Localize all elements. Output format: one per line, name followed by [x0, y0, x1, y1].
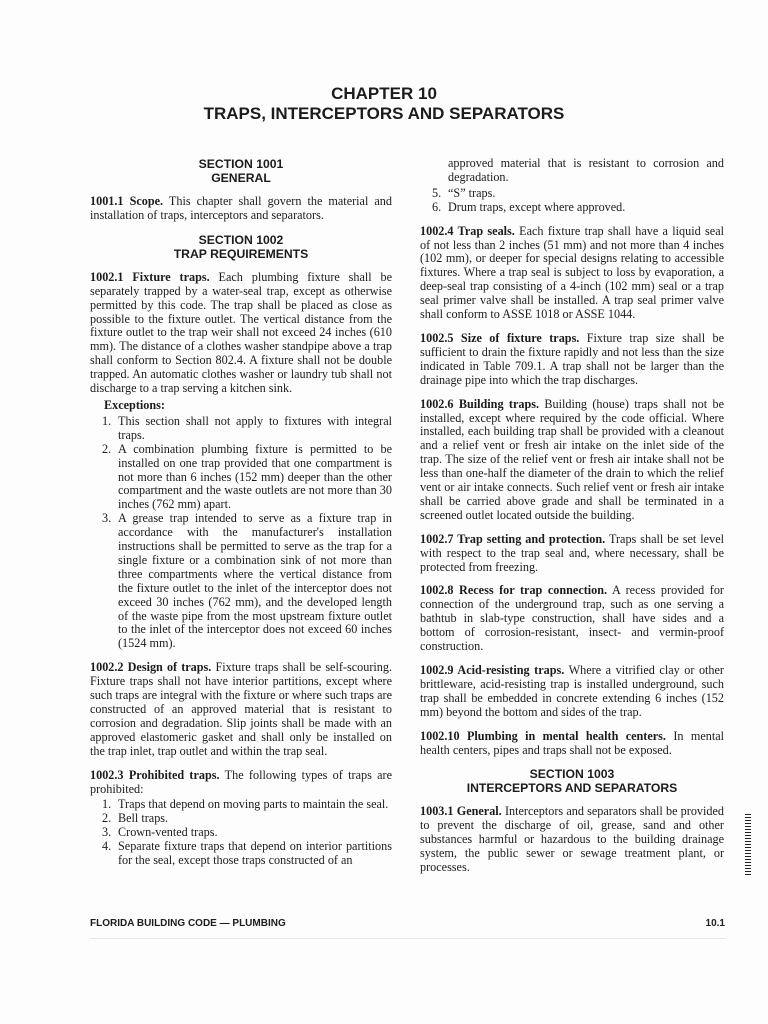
paragraph-body: A recess provided for connection of the underground trap, such as one serving a bathtub in slab-type construction, shall have sides and a bottom of corrosion-resistant, insect- and vermin-proof construction. [420, 583, 724, 654]
paragraph-1001-1 [90, 195, 392, 223]
paragraph-body: This chapter shall govern the material and installation of traps, interceptors and separators. [90, 194, 392, 222]
list-item [90, 826, 392, 840]
paragraph-body: Traps shall be set level with respect to the trap seal and, where necessary, shall be protected from freezing. [420, 531, 724, 574]
right-column [420, 157, 724, 885]
list-number: 4. [102, 839, 112, 854]
list-item [90, 512, 392, 651]
paragraph-heading: 1002.1 Fixture traps. [90, 269, 210, 284]
paragraph-1002-10 [420, 730, 724, 758]
prohibited-traps-list [90, 798, 392, 868]
list-number: 3. [102, 825, 112, 840]
list-text: Bell traps. [118, 811, 169, 826]
section-1001-heading [90, 157, 392, 185]
exceptions-label: Exceptions: [104, 397, 165, 412]
paragraph-1002-2 [90, 661, 392, 758]
paragraph-heading: 1001.1 Scope. [90, 194, 164, 208]
prohibited-traps-list-continued [420, 187, 724, 215]
paragraph-heading: 1002.4 Trap seals. [420, 223, 515, 238]
section-number: SECTION 1001 [198, 157, 284, 171]
list-item [90, 798, 392, 812]
paragraph-heading: 1003.1 General. [420, 804, 502, 819]
paragraph-body: The following types of traps are prohibited: [90, 767, 392, 796]
chapter-number: CHAPTER 10 [331, 84, 437, 103]
paragraph-body: Interceptors and separators shall be provided to prevent the discharge of oil, grease, sand and other substances harmful or hazardous to the building drainage system, the public sewer or sewage treatment plant, or processes. [420, 804, 724, 875]
list-text: A combination plumbing fixture is permitted to be installed on one trap provided that one compartment is not more than 6 inches (152 mm) deeper than the other compartment and the waste outlets are not more than 30 inches (762 mm) apart. [118, 441, 392, 512]
list-item [90, 812, 392, 826]
footer-divider [90, 938, 725, 939]
left-column [90, 157, 392, 878]
paragraph-1002-7 [420, 533, 724, 575]
list-number: 2. [102, 441, 112, 456]
list-item [90, 443, 392, 513]
paragraph-heading: 1002.8 Recess for trap connection. [420, 583, 608, 598]
prohibited-item-continuation: approved material that is resistant to corrosion and degradation. [448, 156, 724, 184]
paragraph-1002-1 [90, 271, 392, 396]
paragraph-body: Building (house) traps shall not be installed, except where required by the code official. Where installed, each building trap shall be provided with a cleanout and a relief vent or fresh air intake on the inlet side of the trap. The size of the relief vent or fresh air intake shall not be less than one-half the diameter of the drain to which the relief vent or air intake connects. Such relief vent or fresh air intake shall be carried above grade and shall be terminated in a screened outlet located outside the building. [420, 396, 724, 522]
paragraph-1002-3 [90, 769, 392, 797]
paragraph-body: In mental health centers, pipes and traps shall not be exposed. [420, 728, 725, 757]
footer-title: FLORIDA BUILDING CODE — PLUMBING [90, 918, 286, 929]
chapter-title: TRAPS, INTERCEPTORS AND SEPARATORS [203, 104, 565, 123]
paragraph-body: Fixture trap size shall be sufficient to drain the fixture rapidly and not less than the size indicated in Table 709.1. A trap shall not be larger than the drainage pipe into which the trap discharges. [420, 330, 724, 387]
paragraph-1003-1 [420, 805, 724, 875]
paragraph-body: Where a vitrified clay or other brittleware, acid-resisting trap is installed underground, such trap shall be embedded in concrete extending 6 inches (152 mm) beyond the bottom and sides of the trap. [420, 663, 724, 719]
list-item [420, 187, 724, 201]
list-number: 2. [102, 811, 112, 826]
paragraph-1002-9 [420, 664, 724, 720]
paragraph-heading: 1002.6 Building traps. [420, 396, 540, 411]
list-text: “S” traps. [448, 185, 496, 200]
paragraph-1002-8 [420, 584, 724, 654]
paragraph-heading: 1002.9 Acid-resisting traps. [420, 663, 565, 677]
list-text: This section shall not apply to fixtures with integral traps. [118, 413, 392, 442]
section-number: SECTION 1003 [529, 767, 615, 782]
page-number: 10.1 [705, 918, 725, 929]
section-number: SECTION 1002 [198, 232, 284, 247]
paragraph-heading: 1002.10 Plumbing in mental health centers. [420, 728, 666, 743]
list-number: 1. [102, 413, 112, 428]
paragraph-body: Each fixture trap shall have a liquid seal of not less than 2 inches (51 mm) and not more than 4 inches (102 mm), or deeper for special designs relating to accessible fixtures. Where a trap seal is subject to loss by evaporation, a deep-seal trap consisting of a 4-inch (102 mm) seal or a trap seal primer valve shall be installed. A trap seal primer valve shall conform to ASSE 1018 or ASSE 1044. [420, 223, 724, 322]
list-text: Separate fixture traps that depend on interior partitions for the seal, except those traps constructed of an [118, 839, 392, 868]
list-item [420, 201, 724, 215]
paragraph-heading: 1002.2 Design of traps. [90, 660, 212, 675]
paragraph-body: Each plumbing fixture shall be separately trapped by a water-seal trap, except as otherwise permitted by this code. The trap shall be placed as close as possible to the fixture outlet. The vertical distance from the fixture outlet to the trap weir shall not exceed 24 inches (610 mm). The distance of a clothes washer standpipe above a trap shall conform to Section 802.4. A fixture shall not be double trapped. An automatic clothes washer or laundry tub shall not discharge to a trap serving a kitchen sink. [90, 269, 392, 396]
paragraph-1002-6 [420, 398, 724, 523]
list-item [90, 415, 392, 443]
section-1003-heading [420, 767, 724, 795]
paragraph-1002-5 [420, 332, 724, 388]
list-number: 1. [102, 797, 112, 812]
section-title: INTERCEPTORS AND SEPARATORS [466, 781, 678, 796]
list-number: 5. [432, 185, 442, 200]
paragraph-heading: 1002.3 Prohibited traps. [90, 767, 220, 782]
paragraph-body: Fixture traps shall be self-scouring. Fixture traps shall not have interior partitions, except where such traps are integral with the fixture or where such traps are constructed of an approved material that is resistant to corrosion and degradation. Slip joints shall be made with an approved elastomeric gasket and shall only be installed on the trap inlet, trap outlet and within the trap seal. [90, 660, 392, 758]
paragraph-heading: 1002.7 Trap setting and protection. [420, 531, 606, 546]
section-1002-heading [90, 233, 392, 261]
paragraph-1002-4 [420, 225, 724, 322]
section-title: TRAP REQUIREMENTS [173, 246, 309, 261]
paragraph-heading: 1002.5 Size of fixture traps. [420, 330, 580, 345]
list-item [90, 840, 392, 868]
exceptions-list [90, 415, 392, 651]
section-title: GENERAL [211, 171, 271, 185]
list-text: Traps that depend on moving parts to maintain the seal. [118, 797, 389, 812]
list-number: 3. [102, 511, 112, 526]
revision-bar [745, 814, 751, 876]
list-text: Crown-vented traps. [118, 825, 218, 840]
list-number: 6. [432, 199, 442, 214]
list-text: Drum traps, except where approved. [448, 199, 626, 214]
list-text: A grease trap intended to serve as a fixture trap in accordance with the manufacturer's installation instructions shall be permitted to serve as the trap for a single fixture or a combination sink of not more than three compartments where the vertical distance from the fixture outlet to the inlet of the interceptor does not exceed 30 inches (762 mm), and the developed length of the waste pipe from the most upstream fixture outlet to the inlet of the interceptor does not exceed 60 inches (1524 mm). [118, 511, 392, 651]
